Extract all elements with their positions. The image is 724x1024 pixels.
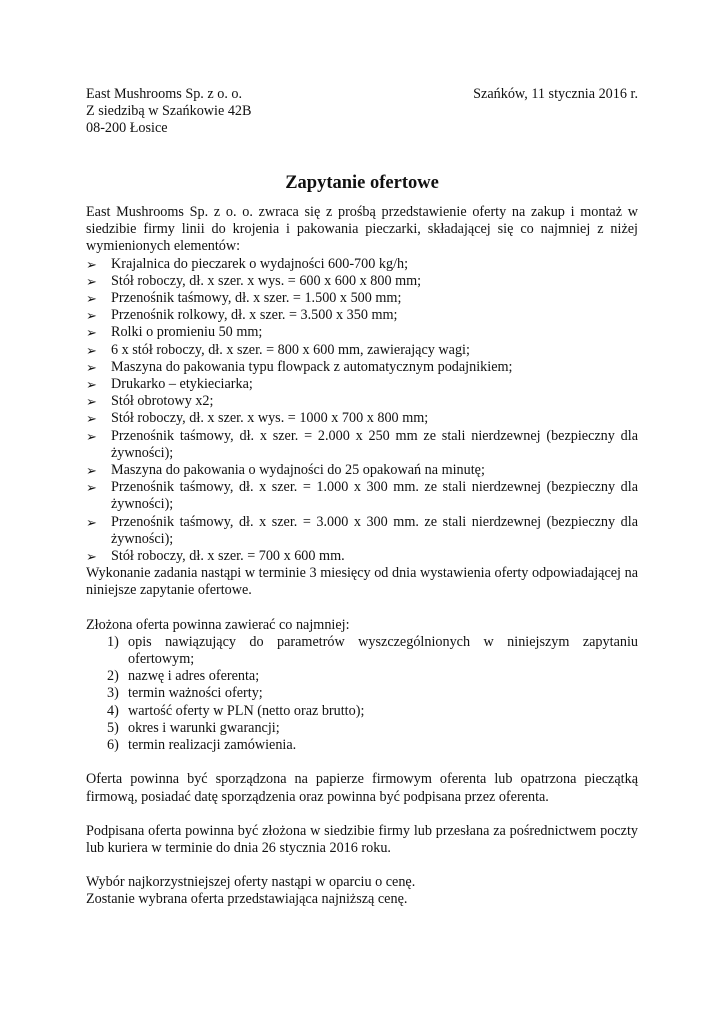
requirement-number: 6) <box>107 737 119 754</box>
letter-date: Szańków, 11 stycznia 2016 r. <box>473 86 638 102</box>
arrow-bullet-icon: ➢ <box>86 377 97 393</box>
requirement-item <box>86 634 638 668</box>
letter-header <box>86 86 638 138</box>
arrow-bullet-icon: ➢ <box>86 411 97 427</box>
arrow-bullet-icon: ➢ <box>86 291 97 307</box>
equipment-item-text: Przenośnik rolkowy, dł. x szer. = 3.500 x 350 mm; <box>111 307 398 324</box>
equipment-item <box>86 548 638 565</box>
arrow-bullet-icon: ➢ <box>86 342 97 358</box>
requirement-item <box>86 668 638 685</box>
equipment-item-text: Drukarko – etykieciarka; <box>111 376 253 393</box>
arrow-bullet-icon: ➢ <box>86 463 97 479</box>
equipment-list <box>86 256 638 566</box>
requirement-item <box>86 720 638 737</box>
requirement-item <box>86 703 638 720</box>
letterhead-paragraph: Oferta powinna być sporządzona na papierze firmowym oferenta lub opatrzona pieczątką firmową, posiadać datę sporządzenia oraz powinna być podpisana przez oferenta. <box>86 771 638 805</box>
equipment-item-text: Rolki o promieniu 50 mm; <box>111 324 263 341</box>
equipment-item <box>86 479 638 513</box>
document-title: Zapytanie ofertowe <box>285 173 439 193</box>
equipment-item <box>86 256 638 273</box>
equipment-item <box>86 376 638 393</box>
requirement-item <box>86 737 638 754</box>
requirement-number: 5) <box>107 719 119 736</box>
equipment-item <box>86 342 638 359</box>
requirement-text: termin ważności oferty; <box>128 685 263 702</box>
equipment-item <box>86 359 638 376</box>
requirement-text: wartość oferty w PLN (netto oraz brutto); <box>128 702 365 719</box>
requirements-intro: Złożona oferta powinna zawierać co najmniej: <box>86 616 350 633</box>
equipment-item-text: Przenośnik taśmowy, dł. x szer. = 2.000 x 250 mm ze stali nierdzewnej (bezpieczny dla żywności); <box>111 427 638 461</box>
equipment-item <box>86 428 638 462</box>
deadline-paragraph: Wykonanie zadania nastąpi w terminie 3 miesięcy od dnia wystawienia oferty odpowiadającej na niniejsze zapytanie ofertowe. <box>86 565 638 599</box>
closing-line-2: Zostanie wybrana oferta przedstawiająca najniższą cenę. <box>86 891 408 908</box>
equipment-item-text: Stół roboczy, dł. x szer. x wys. = 600 x 600 x 800 mm; <box>111 272 422 289</box>
arrow-bullet-icon: ➢ <box>86 273 97 289</box>
equipment-item <box>86 324 638 341</box>
equipment-item-text: Krajalnica do pieczarek o wydajności 600-700 kg/h; <box>111 255 409 272</box>
submission-paragraph: Podpisana oferta powinna być złożona w siedzibie firmy lub przesłana za pośrednictwem poczty lub kuriera w terminie do dnia 26 stycznia 2016 roku. <box>86 822 638 856</box>
equipment-item <box>86 393 638 410</box>
arrow-bullet-icon: ➢ <box>86 480 97 496</box>
requirement-text: nazwę i adres oferenta; <box>128 668 260 685</box>
intro-paragraph: East Mushrooms Sp. z o. o. zwraca się z prośbą przedstawienie oferty na zakup i montaż w siedzibie firmy linii do krojenia i pakowania pieczarki, składającej się co najmniej z niżej wymienionych elementów: <box>86 204 638 255</box>
closing-line-1: Wybór najkorzystniejszej oferty nastąpi w oparciu o cenę. <box>86 874 416 891</box>
requirement-number: 3) <box>107 685 119 702</box>
arrow-bullet-icon: ➢ <box>86 325 97 341</box>
requirement-text: opis nawiązujący do parametrów wyszczególnionych w niniejszym zapytaniu ofertowym; <box>128 633 638 668</box>
sender-street: Z siedzibą w Szańkowie 42B <box>86 103 252 120</box>
requirements-list <box>86 634 638 754</box>
equipment-item <box>86 290 638 307</box>
equipment-item <box>86 462 638 479</box>
requirement-text: okres i warunki gwarancji; <box>128 719 280 736</box>
equipment-item-text: Maszyna do pakowania typu flowpack z automatycznym podajnikiem; <box>111 358 513 375</box>
arrow-bullet-icon: ➢ <box>86 428 97 444</box>
equipment-item-text: 6 x stół roboczy, dł. x szer. = 800 x 600 mm, zawierający wagi; <box>111 341 470 358</box>
requirement-item <box>86 685 638 702</box>
equipment-item <box>86 307 638 324</box>
requirement-number: 1) <box>107 633 119 650</box>
requirement-text: termin realizacji zamówienia. <box>128 737 297 754</box>
equipment-item-text: Stół obrotowy x2; <box>111 393 214 410</box>
document-page <box>86 86 638 909</box>
requirement-number: 4) <box>107 702 119 719</box>
requirement-number: 2) <box>107 668 119 685</box>
arrow-bullet-icon: ➢ <box>86 256 97 272</box>
equipment-item <box>86 514 638 548</box>
equipment-item-text: Przenośnik taśmowy, dł. x szer. = 3.000 x 300 mm. ze stali nierdzewnej (bezpieczny dla żywności); <box>111 513 638 547</box>
equipment-item-text: Przenośnik taśmowy, dł. x szer. = 1.500 x 500 mm; <box>111 290 402 307</box>
arrow-bullet-icon: ➢ <box>86 549 97 565</box>
equipment-item <box>86 410 638 427</box>
equipment-item-text: Stół roboczy, dł. x szer. x wys. = 1000 x 700 x 800 mm; <box>111 410 429 427</box>
equipment-item-text: Stół roboczy, dł. x szer. = 700 x 600 mm. <box>111 548 345 565</box>
equipment-item-text: Maszyna do pakowania o wydajności do 25 opakowań na minutę; <box>111 462 485 479</box>
sender-name: East Mushrooms Sp. z o. o. <box>86 86 243 102</box>
equipment-item-text: Przenośnik taśmowy, dł. x szer. = 1.000 x 300 mm. ze stali nierdzewnej (bezpieczny dla żywności); <box>111 479 638 513</box>
arrow-bullet-icon: ➢ <box>86 514 97 530</box>
sender-city: 08-200 Łosice <box>86 120 168 137</box>
arrow-bullet-icon: ➢ <box>86 308 97 324</box>
arrow-bullet-icon: ➢ <box>86 394 97 410</box>
equipment-item <box>86 273 638 290</box>
arrow-bullet-icon: ➢ <box>86 359 97 375</box>
